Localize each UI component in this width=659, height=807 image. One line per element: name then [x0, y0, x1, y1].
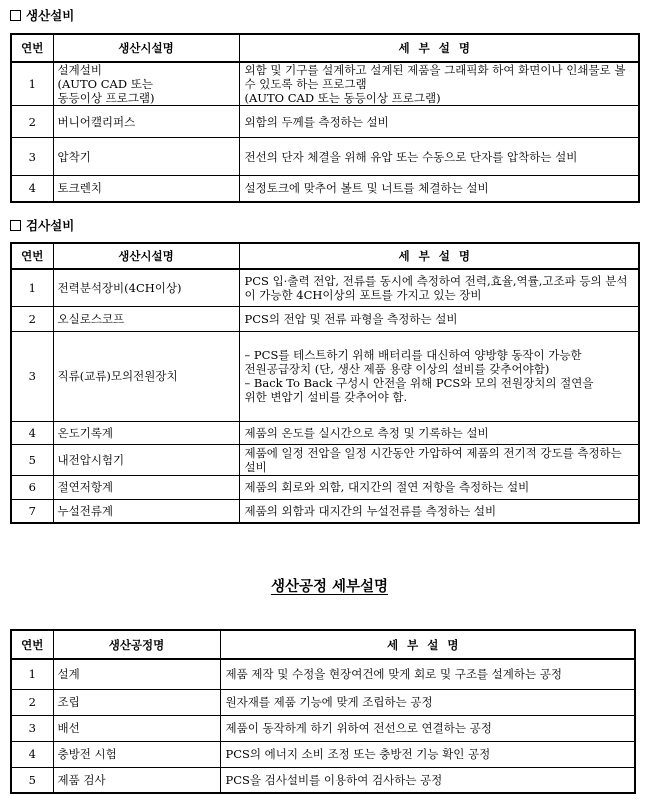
- header-desc: 세부설명: [220, 630, 635, 659]
- table-header-row: [11, 34, 639, 62]
- header-no: 연번: [11, 34, 53, 62]
- header-desc: 세부설명: [239, 34, 639, 62]
- table-row: [11, 306, 639, 331]
- row-description: PCS의 전압 및 전류 파형을 측정하는 설비: [239, 306, 639, 331]
- row-name: 설계: [53, 659, 220, 689]
- row-number: 5: [11, 444, 53, 475]
- row-name: 설계설비 (AUTO CAD 또는 동등이상 프로그램): [53, 62, 239, 106]
- row-description: 외함 및 기구를 설계하고 설계된 제품을 그래픽화 하여 화면이나 인쇄물로 볼 수 있도록 하는 프로그램 (AUTO CAD 또는 동등이상 프로그램): [239, 62, 639, 106]
- row-name: 온도기록계: [53, 421, 239, 444]
- production-process-table: [10, 629, 636, 794]
- row-description: 원자재를 제품 기능에 맞게 조립하는 공정: [220, 689, 635, 715]
- row-number: 6: [11, 475, 53, 499]
- row-number: 4: [11, 421, 53, 444]
- row-number: 2: [11, 306, 53, 331]
- row-number: 1: [11, 62, 53, 106]
- row-name: 배선: [53, 715, 220, 741]
- row-number: 2: [11, 689, 53, 715]
- row-name: 버니어캘리퍼스: [53, 106, 239, 138]
- header-no: 연번: [11, 243, 53, 269]
- production-equipment-table: [10, 33, 640, 203]
- row-number: 4: [11, 176, 53, 202]
- row-number: 1: [11, 269, 53, 306]
- row-name: 토크렌치: [53, 176, 239, 202]
- table-row: [11, 106, 639, 138]
- table-row: [11, 331, 639, 421]
- table-row: [11, 659, 635, 689]
- row-description: 제품의 온도를 실시간으로 측정 및 기록하는 설비: [239, 421, 639, 444]
- row-number: 2: [11, 106, 53, 138]
- table-row: [11, 475, 639, 499]
- row-description: 설정토크에 맞추어 볼트 및 너트를 체결하는 설비: [239, 176, 639, 202]
- row-description: 제품에 일정 전압을 일정 시간동안 가압하여 제품의 전기적 강도를 측정하는 설비: [239, 444, 639, 475]
- row-name: 압착기: [53, 138, 239, 176]
- row-number: 3: [11, 138, 53, 176]
- row-number: 3: [11, 331, 53, 421]
- row-name: 오실로스코프: [53, 306, 239, 331]
- table-row: [11, 689, 635, 715]
- row-name: 누설전류계: [53, 499, 239, 523]
- row-name: 내전압시험기: [53, 444, 239, 475]
- table-row: [11, 715, 635, 741]
- table-row: [11, 62, 639, 106]
- header-no: 연번: [11, 630, 53, 659]
- table-row: [11, 176, 639, 202]
- row-description: 제품 제작 및 수정을 현장여건에 맞게 회로 및 구조를 설계하는 공정: [220, 659, 635, 689]
- page-title: 생산공정 세부설명: [270, 579, 389, 595]
- checkbox-square-icon: [10, 10, 21, 21]
- section-title-inspection: 검사설비: [10, 216, 74, 234]
- header-desc: 세부설명: [239, 243, 639, 269]
- row-description: 제품의 회로와 외함, 대지간의 절연 저항을 측정하는 설비: [239, 475, 639, 499]
- table-row: [11, 269, 639, 306]
- table-row: [11, 444, 639, 475]
- row-name: 제품 검사: [53, 767, 220, 793]
- header-name: 생산시설명: [53, 243, 239, 269]
- section-title-production: 생산설비: [10, 6, 74, 24]
- row-name: 절연저항계: [53, 475, 239, 499]
- row-description: 외함의 두께를 측정하는 설비: [239, 106, 639, 138]
- row-description: 제품이 동작하게 하기 위하여 전선으로 연결하는 공정: [220, 715, 635, 741]
- row-description: PCS 입·출력 전압, 전류를 동시에 측정하여 전력,효율,역률,고조파 등의 분석이 가능한 4CH이상의 포트를 가지고 있는 장비: [239, 269, 639, 306]
- row-name: 충방전 시험: [53, 741, 220, 767]
- table-row: [11, 741, 635, 767]
- row-number: 7: [11, 499, 53, 523]
- table-header-row: [11, 630, 635, 659]
- row-description: PCS을 검사설비를 이용하여 검사하는 공정: [220, 767, 635, 793]
- table-row: [11, 138, 639, 176]
- row-description: – PCS를 테스트하기 위해 배터리를 대신하여 양방향 동작이 가능한 전원공급장치 (단, 생산 제품 용량 이상의 설비를 갖추어야함) – Back To Back 구성시 안전을 위해 PCS와 모의 전원장치의 절연을 위한 변압기 설비를 갖추어야 함.: [239, 331, 639, 421]
- table-header-row: [11, 243, 639, 269]
- row-number: 1: [11, 659, 53, 689]
- row-name: 직류(교류)모의전원장치: [53, 331, 239, 421]
- table-row: [11, 767, 635, 793]
- row-name: 전력분석장비(4CH이상): [53, 269, 239, 306]
- row-description: 전선의 단자 체결을 위해 유압 또는 수동으로 단자를 압착하는 설비: [239, 138, 639, 176]
- row-description: PCS의 에너지 소비 조정 또는 충방전 기능 확인 공정: [220, 741, 635, 767]
- row-description: 제품의 외함과 대지간의 누설전류를 측정하는 설비: [239, 499, 639, 523]
- inspection-equipment-table: [10, 242, 640, 524]
- row-number: 3: [11, 715, 53, 741]
- header-name: 생산공정명: [53, 630, 220, 659]
- header-name: 생산시설명: [53, 34, 239, 62]
- row-name: 조립: [53, 689, 220, 715]
- table-row: [11, 421, 639, 444]
- row-number: 5: [11, 767, 53, 793]
- checkbox-square-icon: [10, 220, 21, 231]
- row-number: 4: [11, 741, 53, 767]
- table-row: [11, 499, 639, 523]
